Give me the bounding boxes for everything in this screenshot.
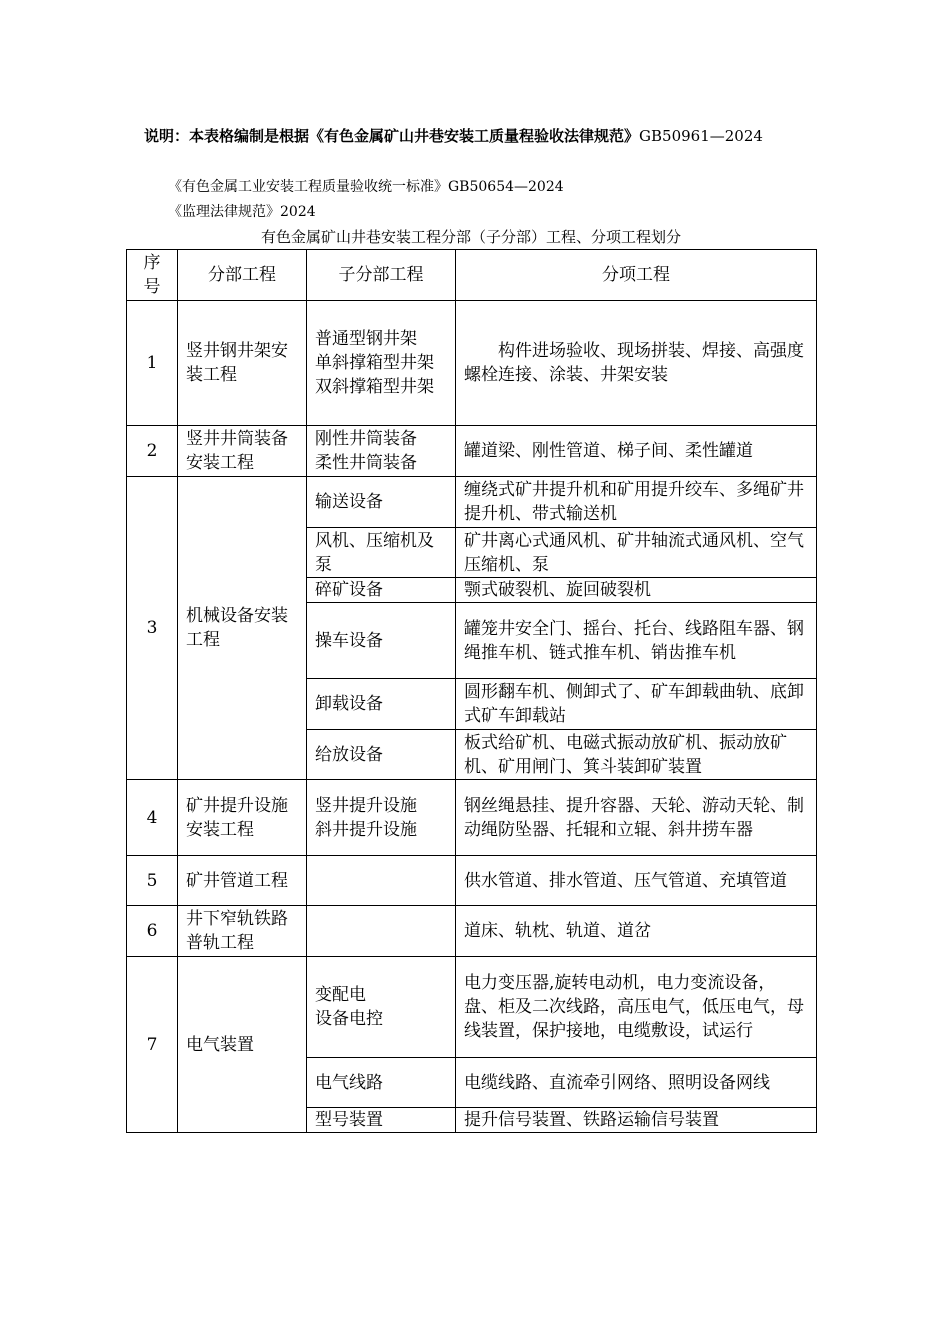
row-items: 矿井离心式通风机、矿井轴流式通风机、空气压缩机、泵: [456, 528, 817, 578]
row-sub: 普通型钢井架 单斜撑箱型井架 双斜撑箱型井架: [307, 301, 456, 426]
row-no: 6: [127, 906, 178, 957]
row-no: 7: [127, 957, 178, 1133]
row-no: 1: [127, 301, 178, 426]
row-sub: 给放设备: [307, 730, 456, 780]
division-table: [126, 249, 817, 1133]
row-items: 圆形翻车机、侧卸式了、矿车卸载曲轨、底卸式矿车卸载站: [456, 679, 817, 730]
row-sub: 风机、压缩机及泵: [307, 528, 456, 578]
note-line-2: 《有色金属工业安装工程质量验收统一标准》GB50654—2024: [168, 179, 564, 195]
row-part: 矿井管道工程: [178, 856, 307, 906]
row-items: 构件进场验收、现场拼装、焊接、高强度螺栓连接、涂装、井架安装: [456, 301, 817, 426]
row-items: 钢丝绳悬挂、提升容器、天轮、游动天轮、制动绳防坠器、托辊和立辊、斜井捞车器: [456, 780, 817, 856]
table-row: [127, 856, 817, 906]
row-part: 矿井提升设施安装工程: [178, 780, 307, 856]
row-part: 井下窄轨铁路普轨工程: [178, 906, 307, 957]
header-items: 分项工程: [456, 250, 817, 301]
row-sub: 竖井提升设施 斜井提升设施: [307, 780, 456, 856]
row-part: 电气装置: [178, 957, 307, 1133]
table-row: [127, 957, 817, 1058]
table-row: [127, 301, 817, 426]
row-no: 4: [127, 780, 178, 856]
row-no: 3: [127, 477, 178, 780]
header-part: 分部工程: [178, 250, 307, 301]
row-items: 电力变压器,旋转电动机，电力变流设备，盘、柜及二次线路，高压电气，低压电气，母线装置，保护接地，电缆敷设，试运行: [456, 957, 817, 1058]
row-sub: 型号装置: [307, 1108, 456, 1133]
header-sub: 子分部工程: [307, 250, 456, 301]
row-no: 2: [127, 426, 178, 477]
row-items: 道床、轨枕、轨道、道岔: [456, 906, 817, 957]
row-part: 机械设备安装工程: [178, 477, 307, 780]
table-caption: 有色金属矿山井巷安装工程分部（子分部）工程、分项工程划分: [260, 228, 681, 246]
note-bold-text: 说明：本表格编制是根据《有色金属矿山井巷安装工质量程验收法律规范》: [144, 127, 640, 145]
row-items: 罐道梁、刚性管道、梯子间、柔性罐道: [456, 426, 817, 477]
row-no: 5: [127, 856, 178, 906]
row-sub: 电气线路: [307, 1058, 456, 1108]
row-sub: 输送设备: [307, 477, 456, 528]
note-line-3: 《监理法律规范》2024: [168, 204, 316, 220]
header-no: 序号: [127, 250, 178, 301]
row-items: 电缆线路、直流牵引网络、照明设备网线: [456, 1058, 817, 1108]
row-items: 缠绕式矿井提升机和矿用提升绞车、多绳矿井提升机、带式输送机: [456, 477, 817, 528]
table-row: [127, 906, 817, 957]
row-sub: [307, 856, 456, 906]
row-part: 竖井井筒装备安装工程: [178, 426, 307, 477]
row-items: 罐笼井安全门、摇台、托台、线路阻车器、钢绳推车机、链式推车机、销齿推车机: [456, 603, 817, 679]
note-line-1: [144, 124, 824, 149]
row-items: 提升信号装置、铁路运输信号装置: [456, 1108, 817, 1133]
note-standard-code: GB50961—2024: [639, 127, 763, 145]
row-sub: 变配电 设备电控: [307, 957, 456, 1058]
row-items: 颚式破裂机、旋回破裂机: [456, 578, 817, 603]
table-row: [127, 426, 817, 477]
row-sub: 操车设备: [307, 603, 456, 679]
row-sub: 刚性井筒装备 柔性井筒装备: [307, 426, 456, 477]
table-row: [127, 780, 817, 856]
table-row: [127, 477, 817, 528]
table-header-row: [127, 250, 817, 301]
row-part: 竖井钢井架安装工程: [178, 301, 307, 426]
row-sub: 碎矿设备: [307, 578, 456, 603]
row-sub: [307, 906, 456, 957]
row-items: 供水管道、排水管道、压气管道、充填管道: [456, 856, 817, 906]
row-items: 板式给矿机、电磁式振动放矿机、振动放矿机、矿用闸门、箕斗装卸矿装置: [456, 730, 817, 780]
row-sub: 卸载设备: [307, 679, 456, 730]
